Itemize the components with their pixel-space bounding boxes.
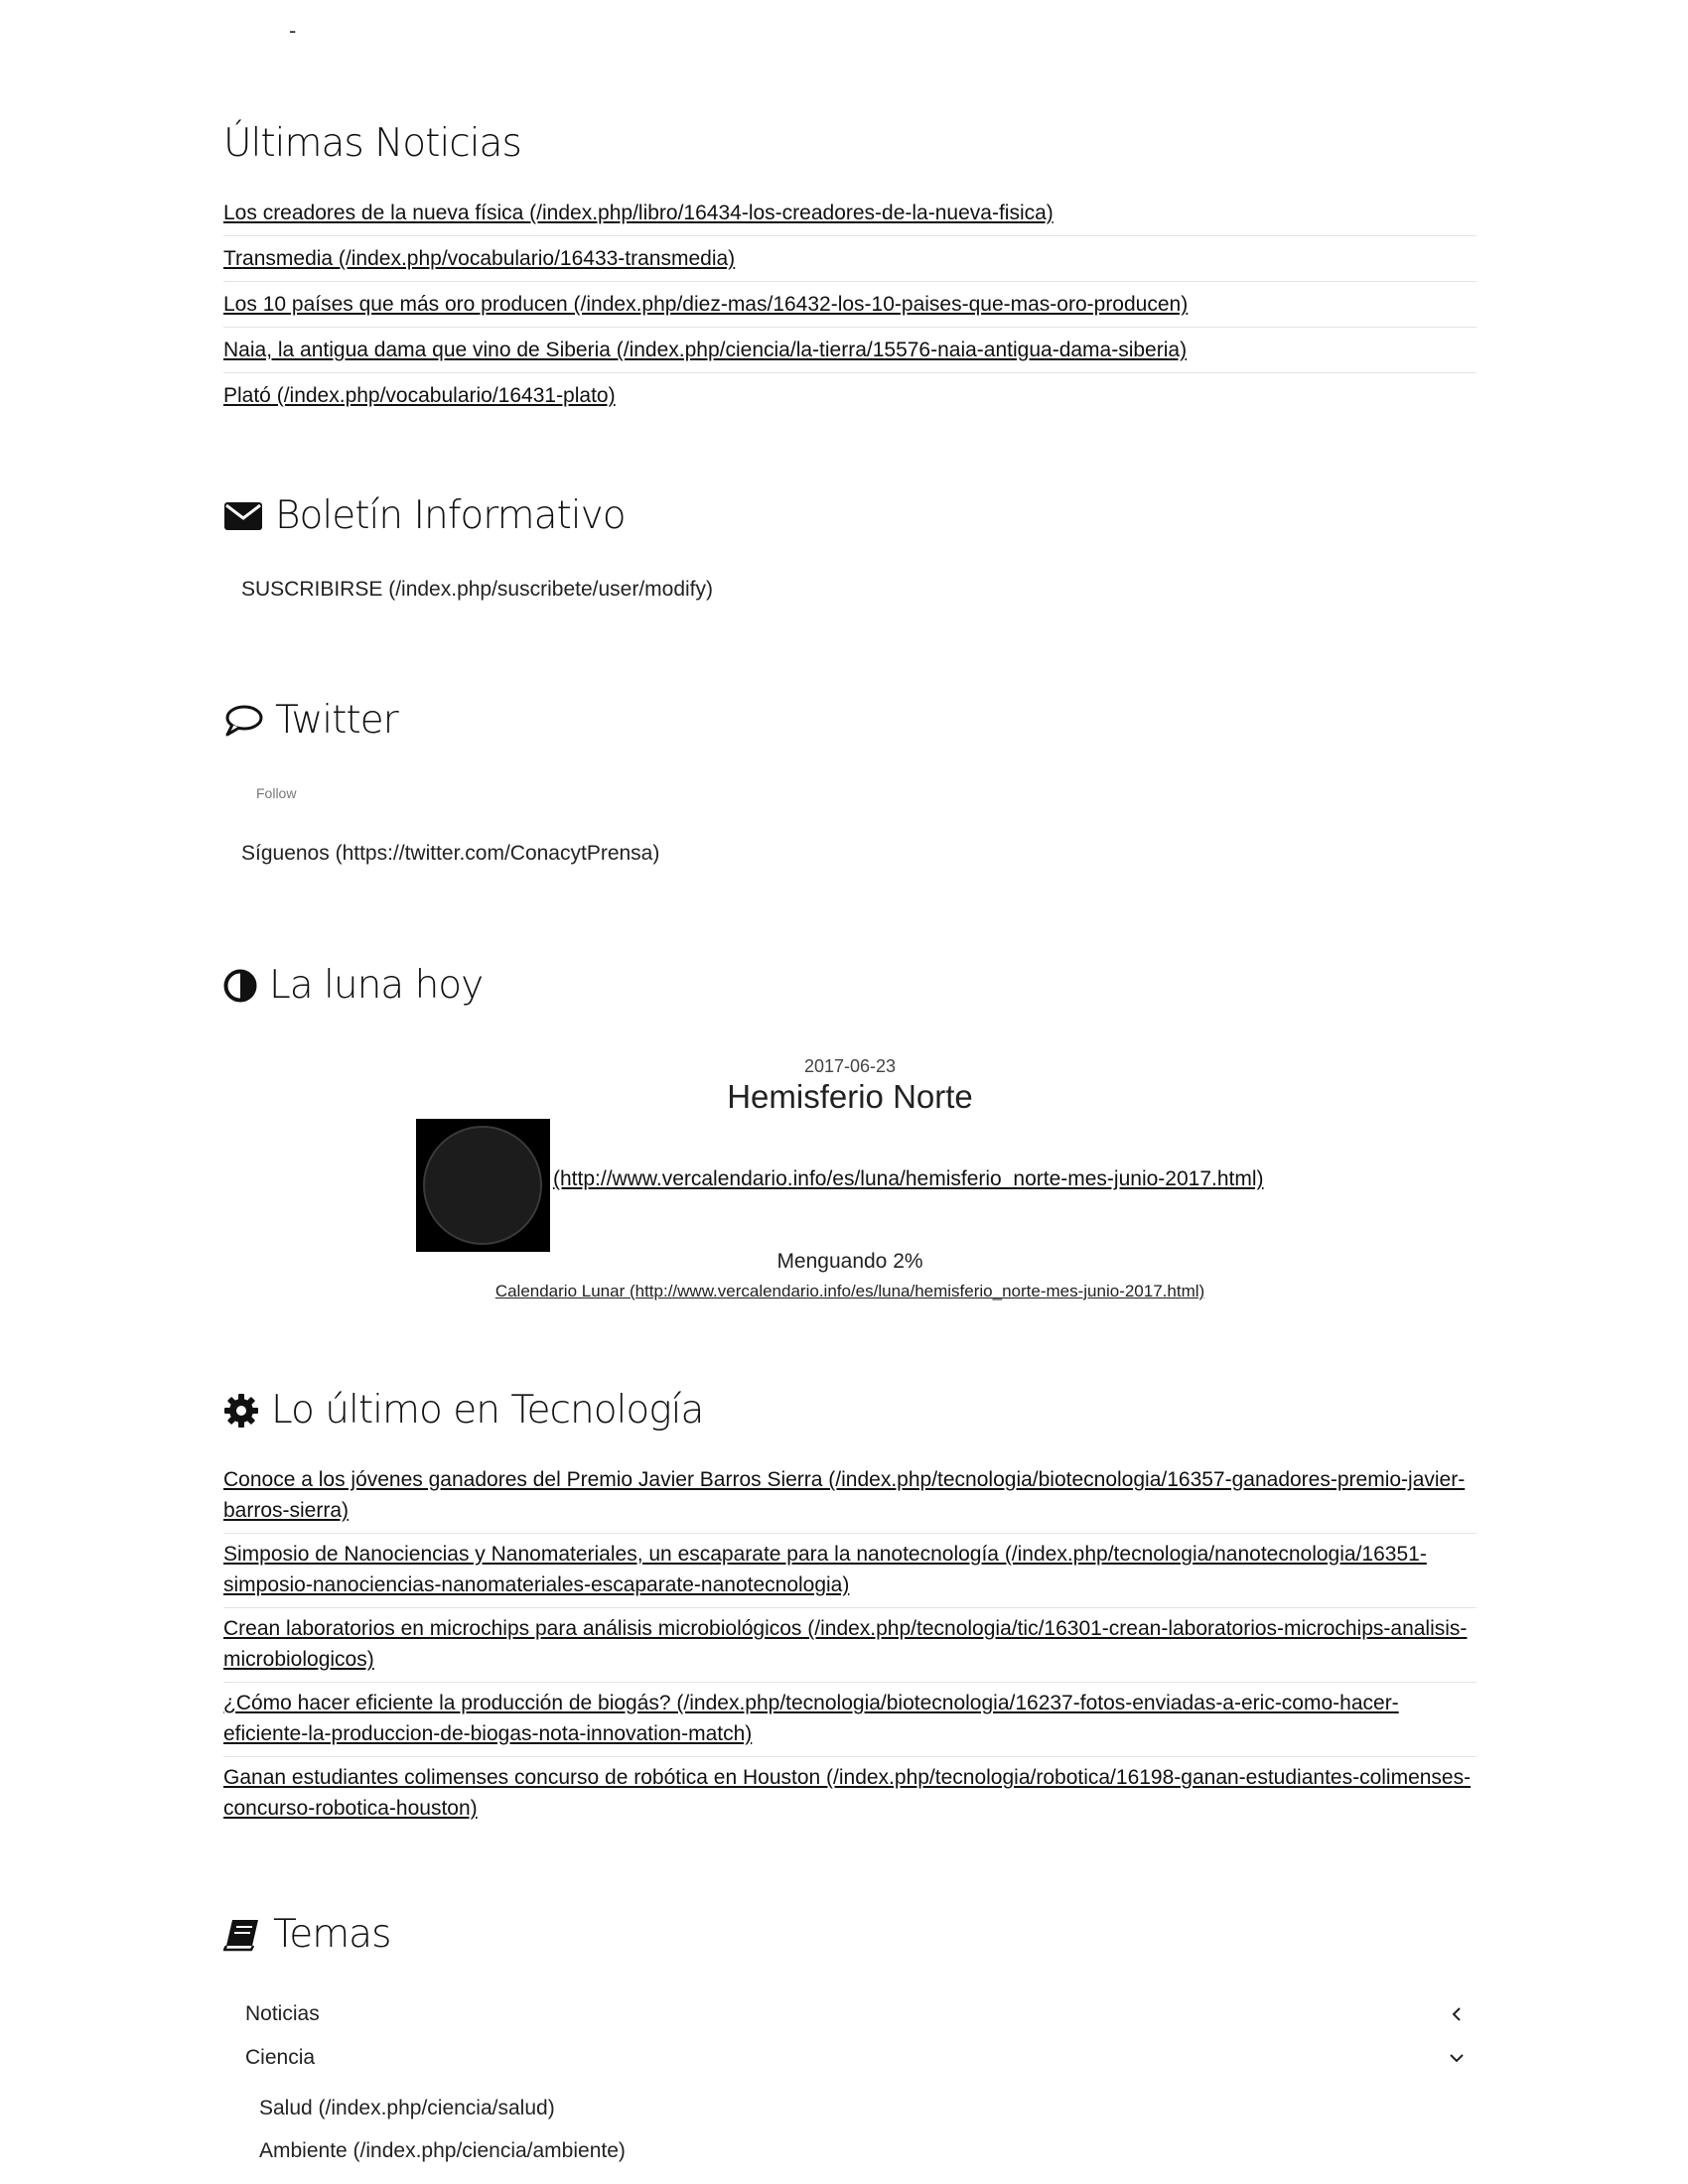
tech-list-item bbox=[223, 1459, 1477, 1534]
news-list-item bbox=[223, 328, 1477, 373]
news-link-3[interactable]: Los 10 países que más oro producen (/index.php/diez-mas/16432-los-10-paises-que-mas-oro-producen) bbox=[223, 293, 1189, 316]
moon-title-text: La luna hoy bbox=[269, 963, 484, 1008]
topic-subitem-ambiente[interactable]: Ambiente (/index.php/ciencia/ambiente) bbox=[259, 2139, 626, 2162]
tech-list bbox=[223, 1459, 1477, 1831]
chevron-left-icon[interactable] bbox=[1447, 2004, 1467, 2024]
news-link-4[interactable]: Naia, la antigua dama que vino de Siberia (/index.php/ciencia/la-tierra/15576-naia-antigua-dama-siberia) bbox=[223, 339, 1188, 361]
news-list bbox=[223, 191, 1477, 418]
tech-link-5[interactable]: Ganan estudiantes colimenses concurso de robótica en Houston (/index.php/tecnologia/robotica/16198-ganan-estudiantes-colimenses-concurso-robotica-houston) bbox=[223, 1766, 1472, 1820]
topic-label: Ciencia bbox=[245, 2046, 316, 2069]
news-section-title bbox=[223, 121, 521, 166]
subscribe-link[interactable]: SUSCRIBIRSE (/index.php/suscribete/user/modify) bbox=[241, 578, 714, 601]
half-circle-icon bbox=[223, 969, 257, 1003]
gear-icon bbox=[223, 1393, 259, 1429]
topic-label: Noticias bbox=[245, 2002, 320, 2025]
news-title-text: Últimas Noticias bbox=[223, 121, 521, 166]
moon-phase: Menguando 2% bbox=[776, 1250, 923, 1273]
news-link-5[interactable]: Plató (/index.php/vocabulario/16431-plato) bbox=[223, 384, 616, 407]
moon-hemisphere: Hemisferio Norte bbox=[727, 1078, 973, 1115]
moon-date: 2017-06-23 bbox=[803, 1056, 897, 1076]
newsletter-section-title bbox=[223, 493, 626, 538]
twitter-section-title bbox=[223, 698, 398, 743]
tech-link-1[interactable]: Conoce a los jóvenes ganadores del Premio Javier Barros Sierra (/index.php/tecnologia/biotecnologia/16357-ganadores-premio-javier-barros-sierra) bbox=[223, 1468, 1466, 1522]
twitter-follow-link[interactable]: Síguenos (https://twitter.com/ConacytPrensa) bbox=[241, 842, 660, 865]
news-list-item bbox=[223, 373, 1477, 418]
news-list-item bbox=[223, 282, 1477, 328]
tech-link-4[interactable]: ¿Cómo hacer eficiente la producción de biogás? (/index.php/tecnologia/biotecnologia/16237-fotos-enviadas-a-eric-como-hacer-eficiente-la-produccion-de-biogas-nota-innovation-match) bbox=[223, 1692, 1399, 1745]
topic-item-noticias[interactable] bbox=[245, 2002, 1467, 2026]
news-list-item bbox=[223, 236, 1477, 282]
tech-section-title bbox=[223, 1388, 703, 1433]
chevron-down-icon[interactable] bbox=[1447, 2048, 1467, 2068]
moon-image-link[interactable]: (http://www.vercalendario.info/es/luna/hemisferio_norte-mes-junio-2017.html) bbox=[553, 1167, 1264, 1190]
tech-title-text: Lo último en Tecnología bbox=[271, 1388, 704, 1433]
news-list-item bbox=[223, 191, 1477, 236]
twitter-title-text: Twitter bbox=[275, 698, 398, 743]
twitter-follow-button[interactable]: Follow bbox=[256, 785, 297, 801]
news-link-2[interactable]: Transmedia (/index.php/vocabulario/16433-transmedia) bbox=[223, 247, 736, 270]
tech-link-3[interactable]: Crean laboratorios en microchips para análisis microbiológicos (/index.php/tecnologia/tic/16301-crean-laboratorios-microchips-analisis-microbiologicos) bbox=[223, 1617, 1468, 1671]
tech-list-item bbox=[223, 1757, 1477, 1831]
topics-title-text: Temas bbox=[273, 1912, 391, 1957]
news-link-1[interactable]: Los creadores de la nueva física (/index.php/libro/16434-los-creadores-de-la-nueva-fisica) bbox=[223, 202, 1054, 224]
tech-list-item bbox=[223, 1608, 1477, 1683]
tech-list-item bbox=[223, 1534, 1477, 1608]
moon-calendar-link[interactable]: Calendario Lunar (http://www.vercalendario.info/es/luna/hemisferio_norte-mes-junio-2017.html) bbox=[494, 1282, 1205, 1300]
tech-list-item bbox=[223, 1683, 1477, 1757]
newsletter-title-text: Boletín Informativo bbox=[275, 493, 626, 538]
tech-link-2[interactable]: Simposio de Nanociencias y Nanomateriales, un escaparate para la nanotecnología (/index.php/tecnologia/nanotecnologia/16351-simposio-nanociencias-nanomateriales-escaparate-nanotecnologia) bbox=[223, 1543, 1427, 1596]
topics-section-title bbox=[223, 1912, 390, 1957]
topic-subitem-salud[interactable]: Salud (/index.php/ciencia/salud) bbox=[259, 2097, 555, 2119]
top-dash: - bbox=[289, 18, 297, 43]
book-icon bbox=[223, 1918, 261, 1952]
topic-item-ciencia[interactable] bbox=[245, 2046, 1467, 2070]
moon-image[interactable] bbox=[416, 1119, 550, 1252]
envelope-icon bbox=[223, 501, 263, 531]
moon-section-title bbox=[223, 963, 483, 1008]
speech-bubble-icon bbox=[223, 704, 263, 738]
